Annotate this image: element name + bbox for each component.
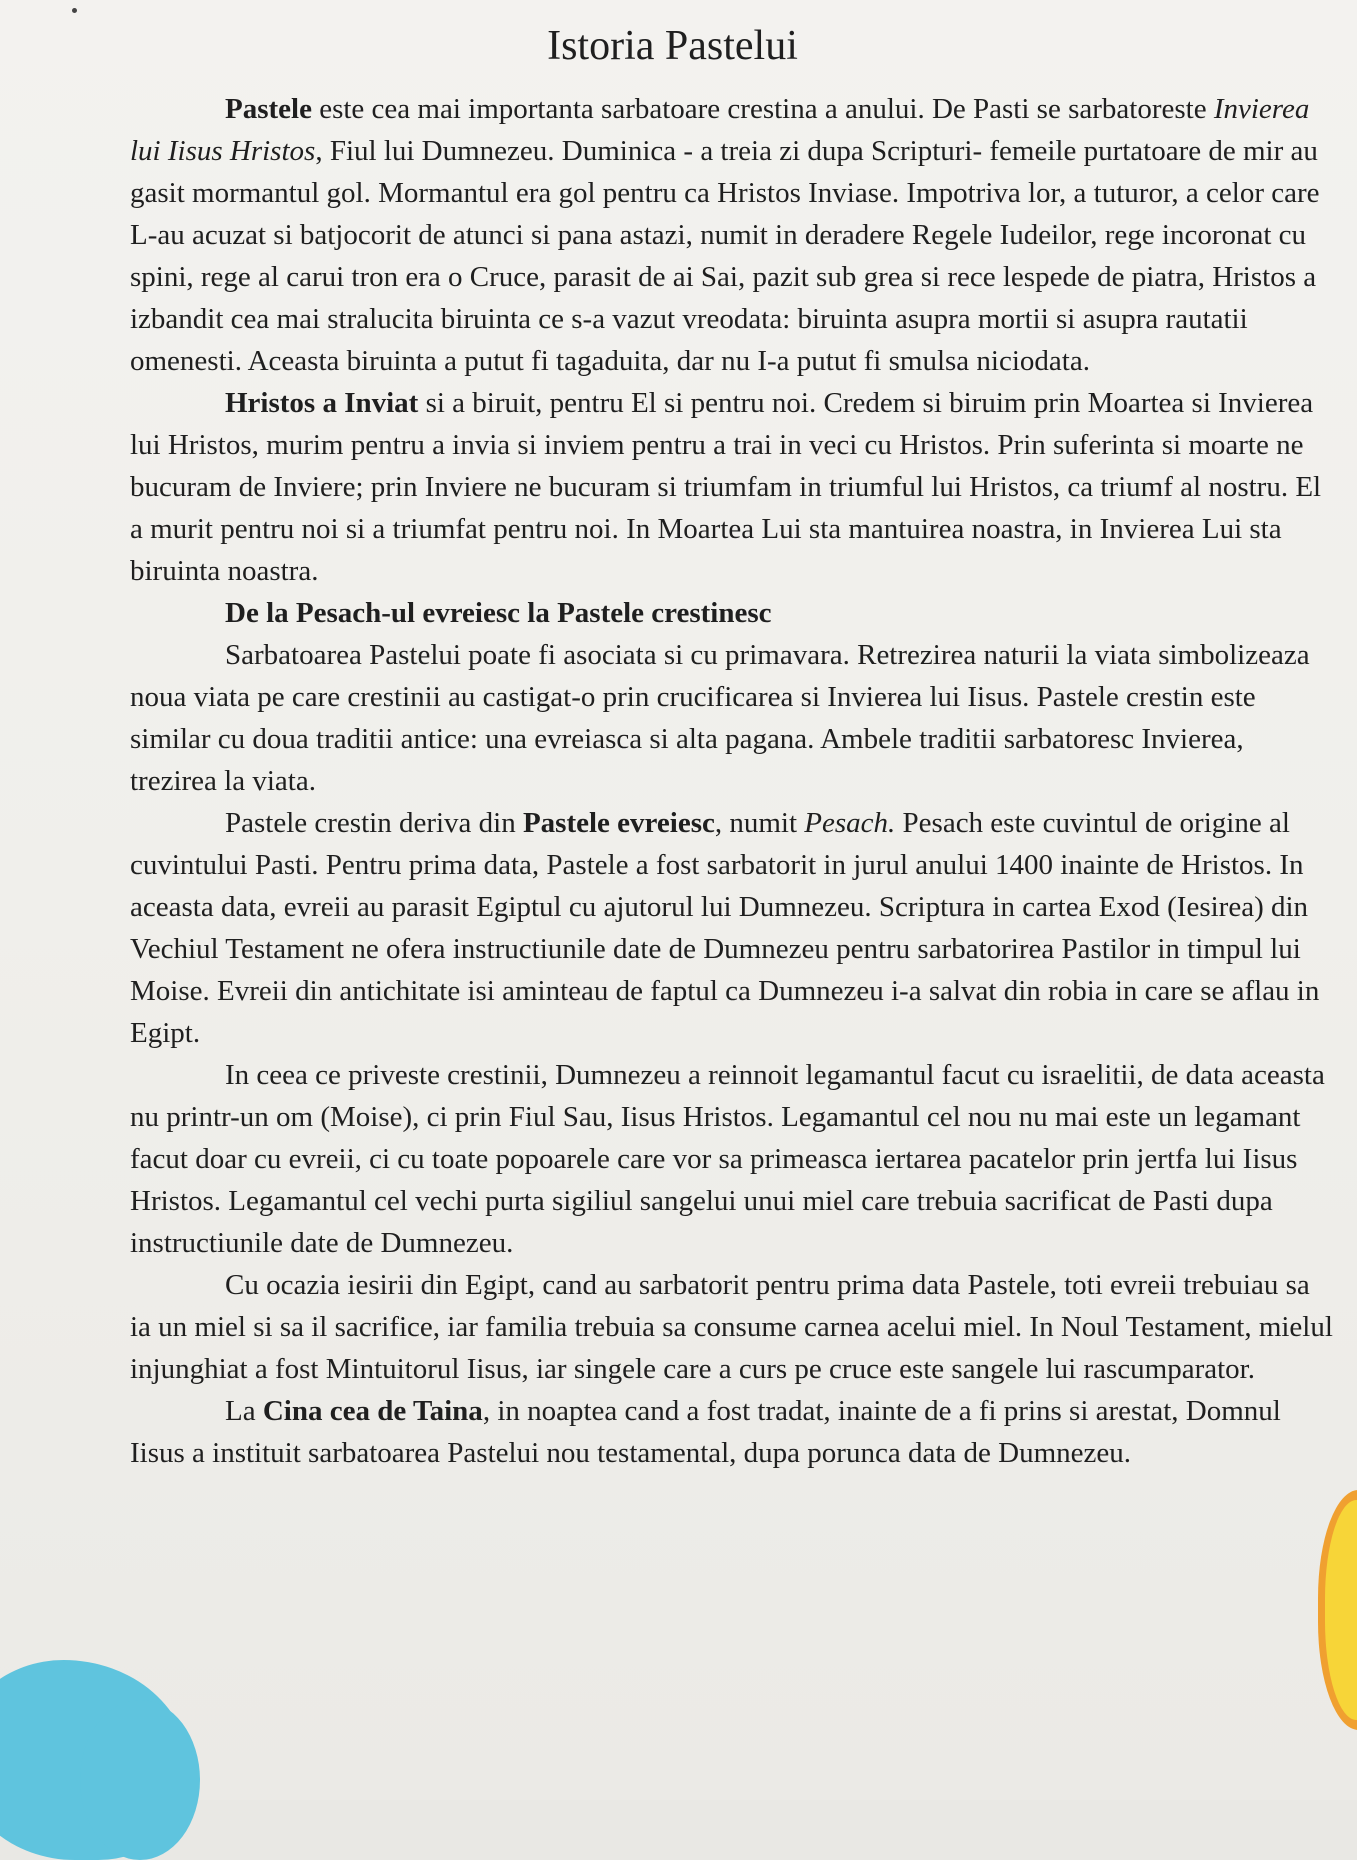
paragraph-6: Cu ocazia iesirii din Egipt, cand au sarbatorit pentru prima data Pastele, toti evreii trebuiau sa ia un miel si sa il sacrifice, iar familia trebuia sa consume carnea acelui miel. In Noul Testament, mielul injunghiat a fost Mintuitorul Iisus, iar singele care a curs pe cruce este sangele lui rascumparator. (130, 1269, 1333, 1385)
text-span: , numit (714, 807, 805, 839)
paragraph-4 (130, 802, 1335, 1054)
paragraph-2 (130, 382, 1335, 592)
text-span: si a biruit, pentru El si pentru noi. Credem si biruim prin Moartea si Invierea lui Hristos, murim pentru a invia si inviem pentru a trai in veci cu Hristos. Prin suferinta si moarte ne bucuram de Inviere; prin Inviere ne bucuram si triumfam in triumful lui Hristos, ca triumf al nostru. El a murit pentru noi si a triumfat pentru noi. In Moartea Lui sta mantuirea noastra, in Invierea Lui sta biruinta noastra. (130, 387, 1322, 587)
bold-term: Pastele (225, 93, 312, 125)
paragraph-7 (130, 1390, 1335, 1474)
section-heading-text: De la Pesach-ul evreiesc la Pastele crestinesc (225, 597, 772, 629)
text-span: , in noaptea cand a fost tradat, inainte de a fi prins si arestat, Domnul Iisus a instituit sarbatoarea Pastelui nou testamental, dupa porunca data de Dumnezeu. (130, 1395, 1281, 1469)
italic-term: Invierea lui Iisus Hristos (130, 93, 1310, 167)
text-span: este cea mai importanta sarbatoare crestina a anului. De Pasti se sarbatoreste (311, 93, 1214, 125)
text-span: , Fiul lui Dumnezeu. Duminica - a treia zi dupa Scripturi- femeile purtatoare de mir au gasit mormantul gol. Mormantul era gol pentru ca Hristos Inviase. Impotriva lor, a tuturor, a celor care L-au acuzat si batjocorit de atunci si pana astazi, numit in deradere Regele Iudeilor, rege incoronat cu spini, rege al carui tron era o Cruce, parasit de ai Sai, pazit sub grea si rece lespede de piatra, Hristos a izbandit cea mai stralucita biruinta ce s-a vazut vreodata: biruinta asupra mortii si asupra rautatii omenesti. Aceasta biruinta a putut fi tagaduita, dar nu I-a putut fi smulsa niciodata. (130, 135, 1320, 377)
text-span: Pesach este cuvintul de origine al cuvintului Pasti. Pentru prima data, Pastele a fost sarbatorit in jurul anului 1400 inainte de Hristos. In aceasta data, evreii au parasit Egiptul cu ajutorul lui Dumnezeu. Scriptura in cartea Exod (Iesirea) din Vechiul Testament ne ofera instructiunile date de Dumnezeu pentru sarbatorirea Pastilor in timpul lui Moise. Evreii din antichitate isi aminteau de faptul ca Dumnezeu i-a salvat din robia in care se aflau in Egipt. (130, 807, 1320, 1049)
bold-term: Cina cea de Taina (262, 1395, 483, 1427)
ink-dot (72, 8, 77, 13)
bold-term: Hristos a Inviat (225, 387, 419, 419)
italic-term: Pesach. (804, 807, 896, 839)
blue-paper-decoration (80, 1700, 200, 1860)
section-heading (130, 592, 1335, 634)
page-title: Istoria Pastelui (547, 23, 798, 69)
bold-term: Pastele evreiesc (522, 807, 715, 839)
paragraph-5: In ceea ce priveste crestinii, Dumnezeu a reinnoit legamantul facut cu israelitii, de data aceasta nu printr-un om (Moise), ci prin Fiul Sau, Iisus Hristos. Legamantul cel nou nu mai este un legamant facut doar cu evreii, ci cu toate popoarele care vor sa primeasca iertarea pacatelor prin jertfa lui Iisus Hristos. Legamantul cel vechi purta sigiliul sangelui unui miel care trebuia sacrificat de Pasti dupa instructiunile date de Dumnezeu. (130, 1059, 1325, 1259)
paragraph-3: Sarbatoarea Pastelui poate fi asociata si cu primavara. Retrezirea naturii la viata simbolizeaza noua viata pe care crestinii au castigat-o prin crucificarea si Invierea lui Iisus. Pastele crestin este similar cu doua traditii antice: una evreiasca si alta pagana. Ambele traditii sarbatoresc Invierea, trezirea la viata. (130, 639, 1310, 797)
text-span: Pastele crestin deriva din (225, 807, 523, 839)
text-span: La (225, 1395, 263, 1427)
paragraph-1 (130, 88, 1335, 382)
document-body (130, 18, 1335, 1474)
